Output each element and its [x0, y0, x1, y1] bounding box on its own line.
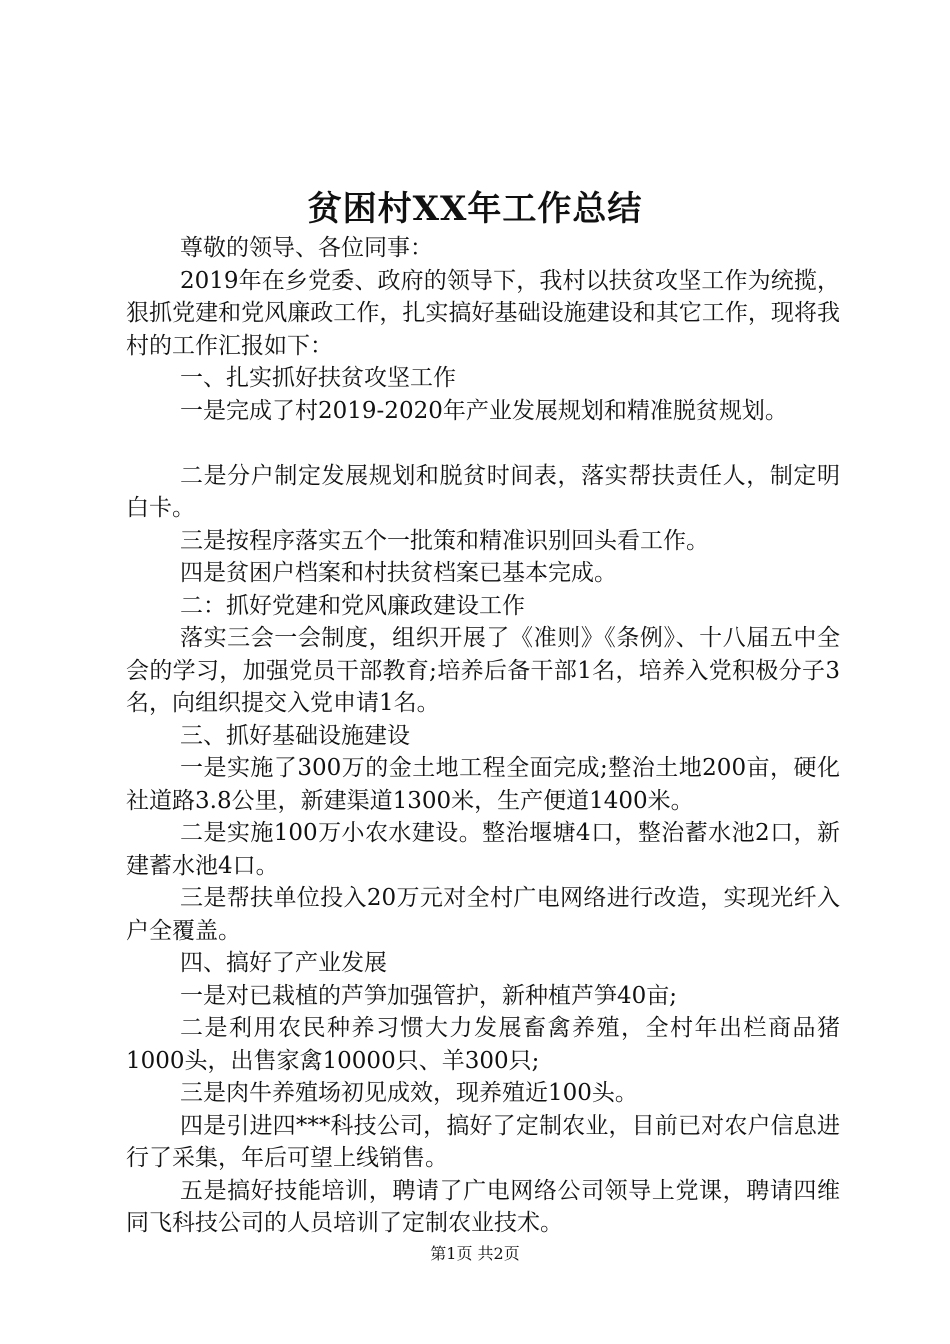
paragraph: 一是对已栽植的芦笋加强管护，新种植芦笋40亩;: [180, 982, 678, 1009]
document-title: 贫困村XX年工作总结: [307, 189, 643, 229]
paragraph: 一是完成了村2019-2020年产业发展规划和精准脱贫规划。: [180, 397, 788, 424]
paragraph: 二是分户制定发展规划和脱贫时间表，落实帮扶责任人，制定明白卡。: [126, 462, 840, 521]
paragraph: 三是帮扶单位投入20万元对全村广电网络进行改造，实现光纤入户全覆盖。: [126, 885, 840, 944]
greeting-paragraph: 尊敬的领导、各位同事：: [180, 235, 433, 261]
paragraph: 三是按程序落实五个一批策和精准识别回头看工作。: [180, 527, 709, 554]
section-heading-1: 一、扎实抓好扶贫攻坚工作: [180, 365, 456, 391]
section-heading-3: 三、抓好基础设施建设: [180, 722, 410, 749]
paragraph: 二是实施100万小农水建设。整治堰塘4口，整治蓄水池2口，新建蓄水池4口。: [126, 820, 840, 879]
intro-paragraph: 2019年在乡党委、政府的领导下，我村以扶贫攻坚工作为统揽，狠抓党建和党风廉政工作，扎实搞好基础设施建设和其它工作，现将我村的工作汇报如下：: [126, 267, 840, 359]
paragraph: 一是实施了300万的金土地工程全面完成;整治土地200亩，硬化社道路3.8公里，新建渠道1300米，生产便道1400米。: [126, 755, 840, 814]
paragraph: 落实三会一会制度，组织开展了《准则》《条例》、十八届五中全会的学习，加强党员干部教育;培养后备干部1名，培养入党积极分子3名，向组织提交入党申请1名。: [126, 625, 840, 716]
paragraph: 三是肉牛养殖场初见成效，现养殖近100头。: [180, 1080, 638, 1106]
paragraph: 二是利用农民种养习惯大力发展畜禽养殖，全村年出栏商品猪1000头，出售家禽10000只、羊300只;: [126, 1015, 840, 1074]
document-body: [126, 232, 840, 1240]
page-footer: 第1页 共2页: [430, 1244, 520, 1263]
paragraph: 四是引进四***科技公司，搞好了定制农业，目前已对农户信息进行了采集，年后可望上线销售。: [126, 1112, 840, 1171]
paragraph: 五是搞好技能培训，聘请了广电网络公司领导上党课，聘请四维同飞科技公司的人员培训了定制农业技术。: [126, 1177, 840, 1236]
section-heading-4: 四、搞好了产业发展: [180, 950, 387, 976]
paragraph: 四是贫困户档案和村扶贫档案已基本完成。: [180, 560, 617, 586]
section-heading-2: 二：抓好党建和党风廉政建设工作: [180, 592, 525, 619]
